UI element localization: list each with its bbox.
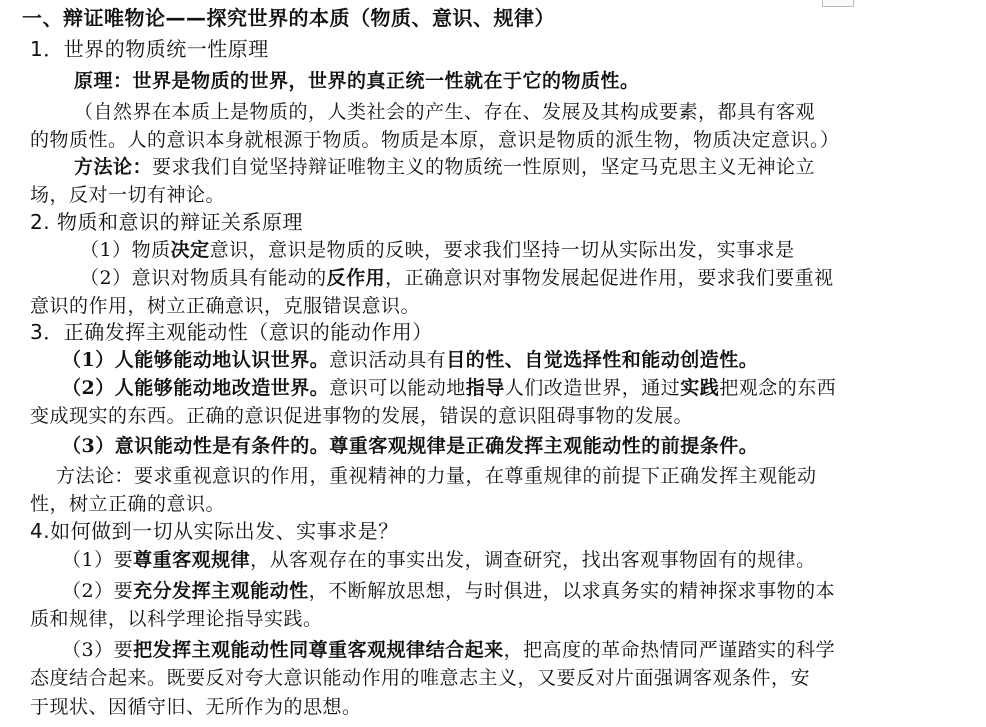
- bold-run: 充分发挥主观能动性: [133, 580, 309, 602]
- section-4-point-2: [62, 577, 835, 605]
- section-1-method-line-2: 场，反对一切有神论。: [30, 184, 226, 206]
- section-3-point-2: [62, 374, 836, 402]
- bold-run: 把发挥主观能动性同尊重客观规律结合起来: [133, 639, 504, 661]
- text-run: ，把高度的革命热情同严谨踏实的科学: [503, 639, 836, 661]
- text-run: 把观念的东西: [719, 377, 837, 399]
- section-4-point-2-line-2: 质和规律，以科学理论指导实践。: [30, 608, 323, 630]
- text-run: ，正确意识对事物发展起促进作用，要求我们要重视: [385, 267, 834, 289]
- bold-run: （2）人能够能动地改造世界。: [62, 377, 330, 399]
- method-label: 方法论：: [74, 156, 153, 178]
- bold-run: 指导: [465, 377, 505, 399]
- text-run: 意识可以能动地: [329, 377, 466, 399]
- section-3-method-line-1: 方法论：要求重视意识的作用，重视精神的力量，在尊重规律的前提下正确发挥主观能动: [56, 465, 817, 487]
- section-2-point-2-line-2: 意识的作用，树立正确意识，克服错误意识。: [30, 295, 421, 317]
- bold-run: 决定: [170, 239, 210, 261]
- bold-run: 目的性、自觉选择性和能动创造性。: [446, 349, 759, 371]
- section-3-method-line-2: 性，树立正确的意识。: [30, 493, 226, 515]
- bold-run: （1）人能够能动地认识世界。: [62, 349, 330, 371]
- section-4-point-3: [62, 636, 835, 664]
- text-run: ，不断解放思想，与时俱进，以求真务实的精神探求事物的本: [308, 580, 836, 602]
- bold-run: 尊重客观规律: [133, 549, 251, 571]
- method-text: 要求我们自觉坚持辩证唯物主义的物质统一性原则，坚定马克思主义无神论立: [152, 156, 816, 178]
- section-4-point-3-line-3: 于现状、因循守旧、无所作为的思想。: [30, 696, 362, 718]
- section-1-note-line-1: （自然界在本质上是物质的，人类社会的产生、存在、发展及其构成要素，都具有客观: [74, 101, 816, 123]
- section-3-title: 3．正确发挥主观能动性（意识的能动作用）: [30, 320, 433, 344]
- main-heading: 一、辩证唯物论——探究世界的本质（物质、意识、规律）: [22, 6, 555, 30]
- text-run: （1）要: [62, 549, 134, 571]
- section-4-title: 4.如何做到一切从实际出发、实事求是？: [30, 519, 399, 543]
- section-1-method-line-1: [74, 153, 815, 181]
- text-run: 意识，意识是物质的反映，要求我们坚持一切从实际出发，实事求是: [209, 239, 795, 261]
- section-3-point-3: （3）意识能动性是有条件的。尊重客观规律是正确发挥主观能动性的前提条件。: [62, 435, 759, 457]
- text-run: （1）物质: [80, 239, 171, 261]
- section-4-point-3-line-2: 态度结合起来。既要反对夸大意识能动作用的唯意志主义，又要反对片面强调客观条件，安: [30, 667, 811, 689]
- text-run: （3）要: [62, 639, 134, 661]
- section-1-note-line-2: 的物质性。人的意识本身就根源于物质。物质是本原，意识是物质的派生物，物质决定意识。）: [30, 129, 840, 151]
- section-4-point-1: [62, 546, 816, 574]
- section-3-point-1: [62, 346, 758, 374]
- bold-run: 实践: [680, 377, 720, 399]
- text-run: （2）意识对物质具有能动的: [80, 267, 327, 289]
- scroll-indicator: [822, 0, 854, 7]
- section-2-point-1: [80, 236, 795, 264]
- section-2-point-2: [80, 264, 834, 292]
- bold-run: 反作用: [326, 267, 386, 289]
- section-1-principle: 原理：世界是物质的世界，世界的真正统一性就在于它的物质性。: [74, 70, 640, 92]
- text-run: ，从客观存在的事实出发，调查研究，找出客观事物固有的规律。: [250, 549, 816, 571]
- section-1-title: 1．世界的物质统一性原理: [30, 37, 269, 61]
- text-run: （2）要: [62, 580, 134, 602]
- section-2-title: 2. 物质和意识的辩证关系原理: [30, 210, 303, 234]
- text-run: 意识活动具有: [329, 349, 447, 371]
- text-run: 人们改造世界，通过: [504, 377, 681, 399]
- section-3-point-2-line-2: 变成现实的东西。正确的意识促进事物的发展，错误的意识阻碍事物的发展。: [30, 405, 694, 427]
